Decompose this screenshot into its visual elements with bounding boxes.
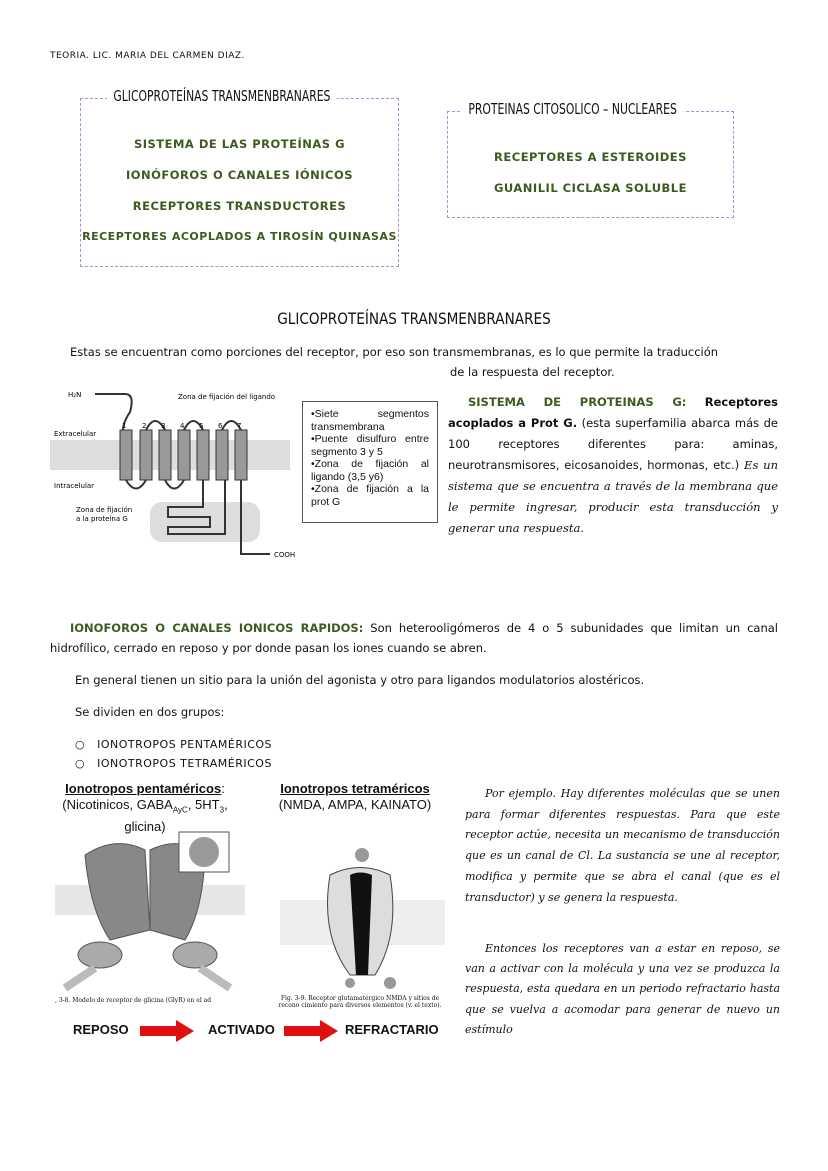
box-item: IONÓFOROS O CANALES IÓNICOS [125,168,354,182]
state-reposo: REPOSO [73,1022,129,1037]
gprot-text: (esta superfamilia abarca más de 100 receptores diferentes para: aminas, neurotransmisores, eicosanoides, hormonas, etc.) [448,416,779,472]
iono-list [75,735,272,773]
gpcr-diagram [50,382,300,562]
arrow-right-icon [284,1020,338,1042]
gprot-zone-label: Zona de fijación [76,506,133,514]
fig-tetra-heading [270,781,440,813]
cooh-label: COOH [274,551,296,559]
svg-text:4: 4 [180,422,185,430]
section-title: GLICOPROTEÍNAS TRANSMENBRANARES [277,309,551,328]
note-item: •Puente disulfuro entre segmento 3 y 5 [311,433,429,458]
h2n-label: H₂N [68,391,82,399]
note-item: •Siete segmentos transmembrana [311,408,429,433]
iono-label: IONOFOROS O CANALES IONICOS RAPIDOS: [70,621,364,635]
box-item: RECEPTORES ACOPLADOS A TIROSÍN QUINASAS [82,230,397,243]
example-paragraph-2: Entonces los receptores van a estar en reposo, se van a activar con la molécula y una vez se produzca la respuesta, esta quedara en un periodo refractario hasta que se vuelva a acomodar para generar de nuevo un estímulo [465,942,780,1036]
iono-paragraph [50,618,778,658]
arrow-right-icon [140,1020,194,1042]
fig-tetra-sub: (NMDA, AMPA, KAINATO) [278,797,432,812]
box-item: GUANILIL CICLASA SOLUBLE [493,181,687,195]
glycoprotein-box [80,87,399,267]
svg-text:5: 5 [199,422,204,430]
fig-penta-title: Ionotropos pentaméricos [65,781,222,796]
iono-p2: En general tienen un sitio para la unión del agonista y otro para ligandos modulatorios alostéricos. [75,673,645,687]
gprot-italic: Es un sistema que se encuentra a través de la membrana que le permite ingresar, producir esta transducción y generar una respuesta. [448,458,778,535]
intro-line-2: de la respuesta del receptor. [450,365,615,379]
box-item: RECEPTORES A ESTEROIDES [494,150,687,164]
example-paragraph-1: Por ejemplo. Hay diferentes moléculas que se unen para formar diferentes respuestas. Para que este receptor actúe, necesita un mecanismo de transducción que es un canal de Cl. La sustancia se une al receptor, modifica y permite que se abra el canal (que es el transductor) y se genera la respuesta. [465,787,780,904]
tetrameric-receptor-figure [280,835,445,990]
state-activado: ACTIVADO [208,1022,275,1037]
state-refractario: REFRACTARIO [345,1022,439,1037]
fig-tetra-title: Ionotropos tetraméricos [280,781,430,796]
svg-text:2: 2 [142,422,147,430]
notes-box [302,401,438,523]
extracellular-label: Extracelular [54,430,97,438]
svg-text:3: 3 [161,422,166,430]
note-item: •Zona de fijación al ligando (3,5 y6) [311,458,429,483]
cytosolic-box [447,100,734,218]
box-item: RECEPTORES TRANSDUCTORES [132,199,347,213]
gprot-bold: Receptores acoplados a Prot G. [448,395,778,430]
svg-text:7: 7 [237,422,242,430]
fig-penta-caption: , 3-8. Modelo de receptor de glicina (GlyR) en el ad [55,997,212,1004]
svg-text:1: 1 [122,422,127,430]
fig-tetra-caption: Fig. 3-9. Receptor glutamatérgico NMDA y sitios de recono cimiento para diversos elementos (v. el texto). [278,995,442,1009]
box-title: PROTEINAS CITOSOLICO – NUCLEARES [462,100,683,118]
list-item: ○ IONOTROPOS TETRAMÉRICOS [75,757,272,770]
intracellular-label: Intracelular [54,482,95,490]
list-item: ○ IONOTROPOS PENTAMÉRICOS [75,738,273,751]
gprot-label: SISTEMA DE PROTEINAS G: [468,395,687,409]
box-title: GLICOPROTEÍNAS TRANSMENBRANARES [107,87,337,105]
fig-penta-heading: Ionotropos pentaméricos: (Nicotinicos, $GABA_{AyC}$, $5HT_3$, glicina) [62,781,228,834]
svg-text:6: 6 [218,422,223,430]
iono-p3: Se dividen en dos grupos: [75,705,225,719]
gprot-zone [150,502,260,542]
page-header: TEORIA. LIC. MARIA DEL CARMEN DIAZ. [50,51,245,61]
intro-line-1: Estas se encuentran como porciones del receptor, por eso son transmembranas, es lo que permite la traducción [70,345,719,359]
iono-text: Son heterooligómeros de 4 o 5 subunidades que limitan un canal hidrofílico, cerrado en reposo y por donde pasan los iones cuando se abren. [50,621,779,655]
gprot-zone-label: a la proteína G [76,515,128,523]
pentameric-receptor-figure [55,830,245,995]
gprot-paragraph [448,392,778,539]
box-item: SISTEMA DE LAS PROTEÍNAS G [133,137,346,151]
ligand-zone-label: Zona de fijación del ligando [178,393,276,401]
note-item: •Zona de fijación a la prot G [311,483,429,508]
